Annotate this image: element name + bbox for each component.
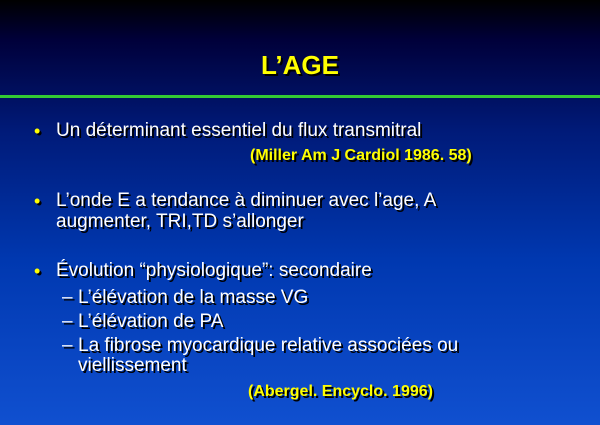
subitem-marker-3: – [62, 335, 73, 356]
bullet-3-reference: (Abergel. Encyclo. 1996) [248, 383, 433, 400]
subitem-2-text: L’élévation de PA [78, 311, 224, 332]
subitem-1-text: L’élévation de la masse VG [78, 287, 309, 308]
bullet-1-text: Un déterminant essentiel du flux transmitral [56, 120, 422, 141]
bullet-2-line-2: augmenter, TRI,TD s’allonger [56, 211, 304, 232]
bullet-3-text: Évolution “physiologique”: secondaire [56, 260, 372, 281]
bullet-marker-2: • [34, 191, 41, 211]
bullet-marker-3: • [34, 261, 41, 281]
subitem-marker-2: – [62, 311, 73, 332]
subitem-3-line-1: La fibrose myocardique relative associées ou [78, 335, 459, 356]
subitem-3-line-2: viellissement [78, 355, 187, 376]
subitem-marker-1: – [62, 287, 73, 308]
bullet-marker-1: • [34, 121, 41, 141]
bullet-2-line-1: L’onde E a tendance à diminuer avec l’age, A [56, 190, 437, 211]
bullet-1-reference: (Miller Am J Cardiol 1986. 58) [250, 147, 472, 164]
title-divider [0, 95, 600, 98]
slide-title: L’AGE [260, 50, 339, 80]
